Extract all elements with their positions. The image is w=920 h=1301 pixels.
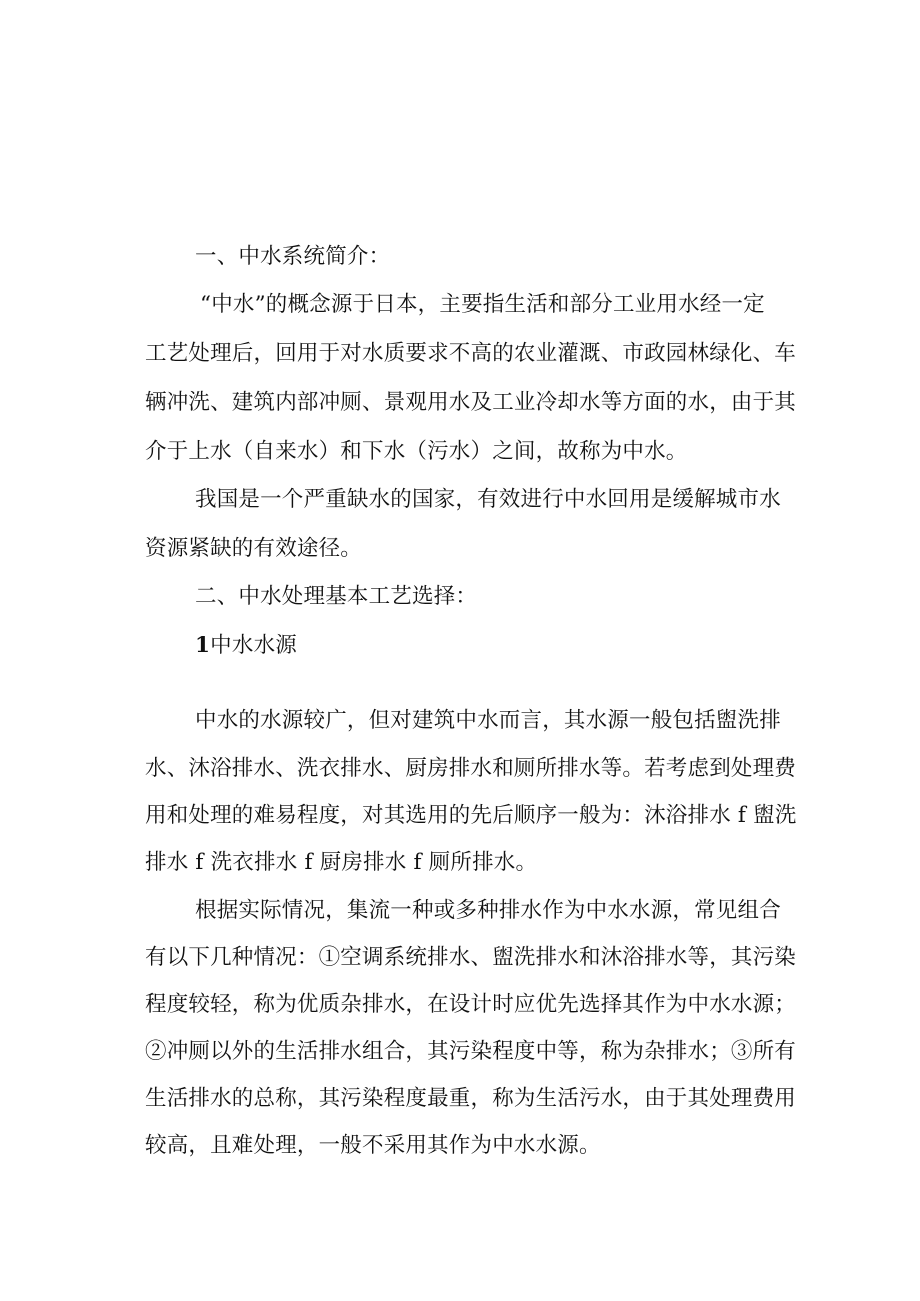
paragraph-3-line-4: 排水 f 洗衣排水 f 厨房排水 f 厕所排水。 [145, 850, 538, 875]
paragraph-3-line-2: 水、沐浴排水、洗衣排水、厨房排水和厕所排水等。若考虑到处理费 [145, 756, 797, 781]
paragraph-1-line-1: “中水”的概念源于日本，主要指生活和部分工业用水经一定 [200, 292, 765, 317]
paragraph-2-line-2: 资源紧缺的有效途径。 [145, 536, 363, 561]
paragraph-1-line-4: 介于上水（自来水）和下水（污水）之间，故称为中水。 [145, 439, 688, 464]
section-heading-1: 一、中水系统简介： [195, 244, 391, 269]
subheading-water-source [195, 632, 297, 660]
paragraph-2-line-1: 我国是一个严重缺水的国家，有效进行中水回用是缓解城市水 [195, 487, 781, 512]
paragraph-1-line-2: 工艺处理后，回用于对水质要求不高的农业灌溉、市政园林绿化、车 [145, 341, 797, 366]
paragraph-4-line-2: 有以下几种情况：①空调系统排水、盥洗排水和沐浴排水等，其污染 [145, 945, 797, 970]
paragraph-3-line-3: 用和处理的难易程度，对其选用的先后顺序一般为：沐浴排水 f 盥洗 [145, 803, 797, 828]
paragraph-4-line-1: 根据实际情况，集流一种或多种排水作为中水水源，常见组合 [195, 898, 781, 923]
section-heading-2: 二、中水处理基本工艺选择： [195, 584, 478, 609]
subheading-text: 中水水源 [210, 633, 297, 658]
paragraph-4-line-3: 程度较轻，称为优质杂排水，在设计时应优先选择其作为中水水源； [145, 992, 797, 1017]
paragraph-4-line-4: ②冲厕以外的生活排水组合，其污染程度中等，称为杂排水；③所有 [145, 1039, 797, 1064]
paragraph-4-line-6: 较高，且难处理，一般不采用其作为中水水源。 [145, 1133, 601, 1158]
paragraph-3-line-1: 中水的水源较广，但对建筑中水而言，其水源一般包括盥洗排 [195, 708, 781, 733]
paragraph-4-line-5: 生活排水的总称，其污染程度最重，称为生活污水，由于其处理费用 [145, 1086, 797, 1111]
subheading-number: 1 [195, 633, 211, 658]
paragraph-1-line-3: 辆冲洗、建筑内部冲厕、景观用水及工业冷却水等方面的水，由于其 [145, 390, 797, 415]
